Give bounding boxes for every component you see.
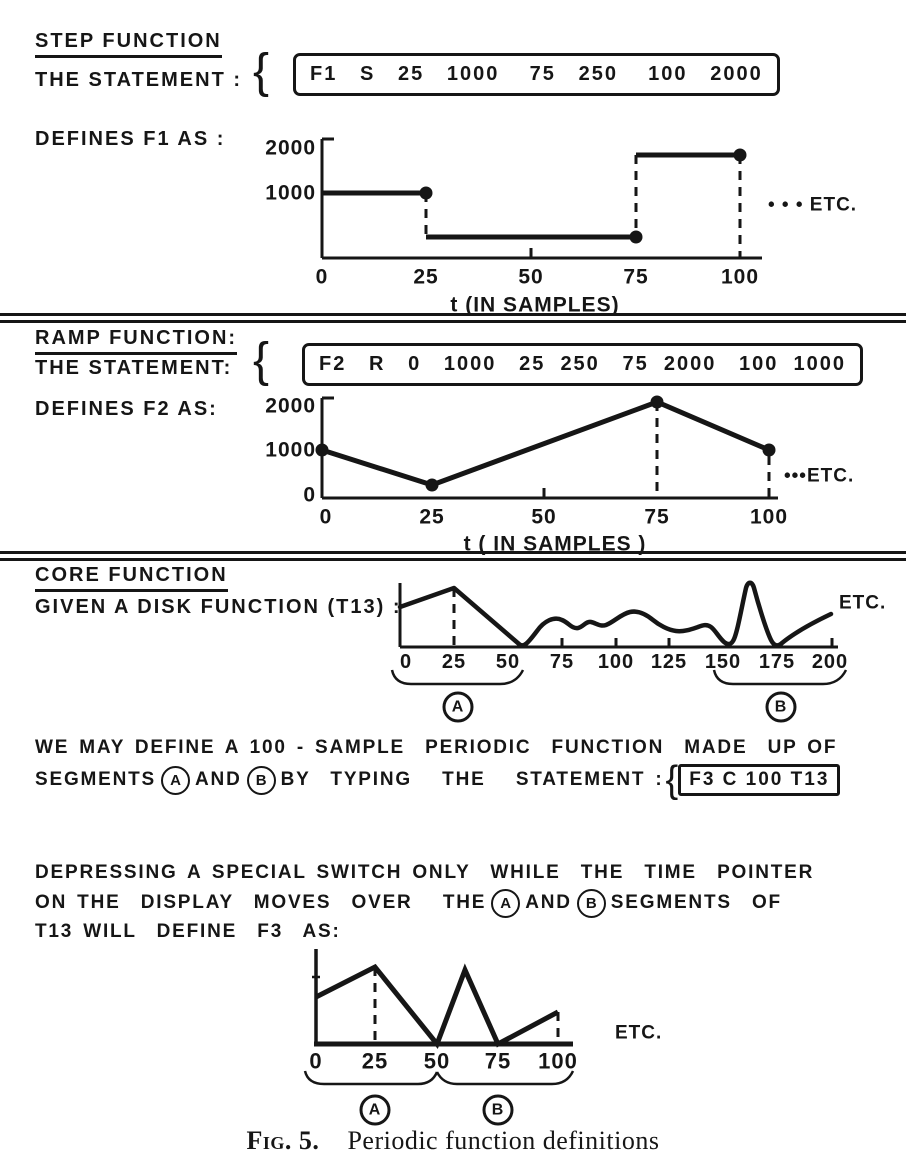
figure-caption-text: Periodic function definitions: [347, 1126, 660, 1155]
step-defines-label: DEFINES F1 AS :: [35, 128, 226, 150]
chart-label: 150: [704, 651, 742, 673]
switch-paragraph-line1: DEPRESSING A SPECIAL SWITCH ONLY WHILE THE TIME POINTER: [35, 862, 815, 883]
chart-label: 0: [303, 483, 316, 507]
chart-label: 75: [644, 505, 670, 529]
f3-function-chart: [285, 943, 705, 1133]
section-divider-2: [0, 551, 906, 561]
step-function-heading: STEP FUNCTION: [35, 30, 222, 58]
chart-label: • • • ETC.: [768, 194, 858, 216]
ramp-function-chart: [230, 388, 906, 563]
chart-label: 0: [309, 1048, 323, 1074]
define-and-text: AND: [195, 769, 242, 790]
chart-label: 1000: [265, 181, 316, 205]
chart-label: 50: [423, 1048, 451, 1074]
chart-label: ETC.: [615, 1022, 663, 1044]
ramp-defines-label: DEFINES F2 AS:: [35, 398, 218, 420]
switch-paragraph-line2: [35, 888, 782, 918]
chart-label: 100: [749, 505, 789, 529]
define-left-brace: {: [665, 759, 679, 801]
segment-label-text: A: [368, 1101, 382, 1119]
step-left-brace: {: [253, 45, 270, 98]
data-point-dot: [316, 444, 329, 457]
core-given-label: GIVEN A DISK FUNCTION (T13) :: [35, 596, 402, 618]
core-function-heading: CORE FUNCTION: [35, 564, 228, 592]
chart-label: 50: [518, 265, 544, 289]
ramp-function-heading: RAMP FUNCTION:: [35, 327, 237, 355]
chart-label: 75: [484, 1048, 512, 1074]
chart-label: ETC.: [839, 592, 887, 614]
define-paragraph-line2: [35, 759, 840, 801]
chart-label: 25: [361, 1048, 389, 1074]
data-point-dot: [734, 149, 747, 162]
chart-label: 100: [538, 1048, 578, 1074]
chart-label: 100: [597, 651, 635, 673]
chart-canvas: [230, 133, 906, 323]
series-line: [316, 967, 558, 1044]
define-segments-text: SEGMENTS: [35, 769, 157, 790]
chart-label: 25: [419, 505, 445, 529]
data-point-dot: [630, 231, 643, 244]
define-paragraph-line1: WE MAY DEFINE A 100 - SAMPLE PERIODIC FUNCTION MADE UP OF: [35, 737, 838, 758]
chart-canvas: [383, 575, 906, 735]
disk-function-chart: [383, 575, 906, 735]
chart-label: •••ETC.: [784, 465, 855, 487]
chart-label: 0: [399, 651, 413, 673]
segment-a-badge: A: [491, 889, 520, 918]
figure-caption: [0, 1126, 906, 1156]
chart-label: 100: [720, 265, 760, 289]
segment-label-text: B: [774, 698, 788, 716]
section-divider-1: [0, 313, 906, 323]
switch-paragraph-line3: T13 WILL DEFINE F3 AS:: [35, 921, 341, 942]
segment-label-text: A: [451, 698, 465, 716]
chart-label: t ( IN SAMPLES ): [463, 532, 647, 556]
segment-label-text: B: [491, 1101, 505, 1119]
switch-line2-pre: ON THE DISPLAY MOVES OVER THE: [35, 892, 487, 913]
switch-and-text: AND: [525, 892, 572, 913]
segment-a-badge: A: [161, 766, 190, 795]
ramp-statement-label: THE STATEMENT:: [35, 357, 233, 379]
chart-label: 2000: [265, 136, 316, 160]
ramp-statement-box: F2 R 0 1000 25 250 75 2000 100 1000: [302, 343, 863, 386]
switch-line2-post: SEGMENTS OF: [610, 892, 782, 913]
step-statement-box: F1 S 25 1000 75 250 100 2000: [293, 53, 780, 96]
step-statement-label: THE STATEMENT :: [35, 69, 243, 91]
chart-label: t (IN SAMPLES): [450, 293, 620, 317]
segment-b-badge: B: [577, 889, 606, 918]
core-statement-box: F3 C 100 T13: [678, 764, 840, 796]
chart-canvas: [285, 943, 705, 1133]
chart-label: 50: [495, 651, 521, 673]
chart-label: 200: [811, 651, 849, 673]
data-point-dot: [420, 187, 433, 200]
series-line: [322, 402, 769, 485]
segment-b-badge: B: [247, 766, 276, 795]
chart-label: 125: [650, 651, 688, 673]
waveform-curve: [400, 583, 831, 646]
figure-number-label: Fig. 5.: [246, 1126, 320, 1155]
ramp-left-brace: {: [253, 334, 270, 387]
define-typing-text: BY TYPING THE STATEMENT :: [280, 769, 664, 790]
chart-label: 1000: [265, 438, 316, 462]
chart-label: 175: [758, 651, 796, 673]
data-point-dot: [651, 396, 664, 409]
data-point-dot: [426, 479, 439, 492]
chart-label: 0: [319, 505, 333, 529]
chart-label: 50: [531, 505, 557, 529]
chart-label: 0: [315, 265, 329, 289]
chart-label: 25: [441, 651, 467, 673]
chart-label: 75: [623, 265, 649, 289]
step-function-chart: [230, 133, 906, 323]
chart-label: 25: [413, 265, 439, 289]
chart-label: 2000: [265, 394, 316, 418]
chart-label: 75: [549, 651, 575, 673]
data-point-dot: [763, 444, 776, 457]
chart-canvas: [230, 388, 906, 563]
